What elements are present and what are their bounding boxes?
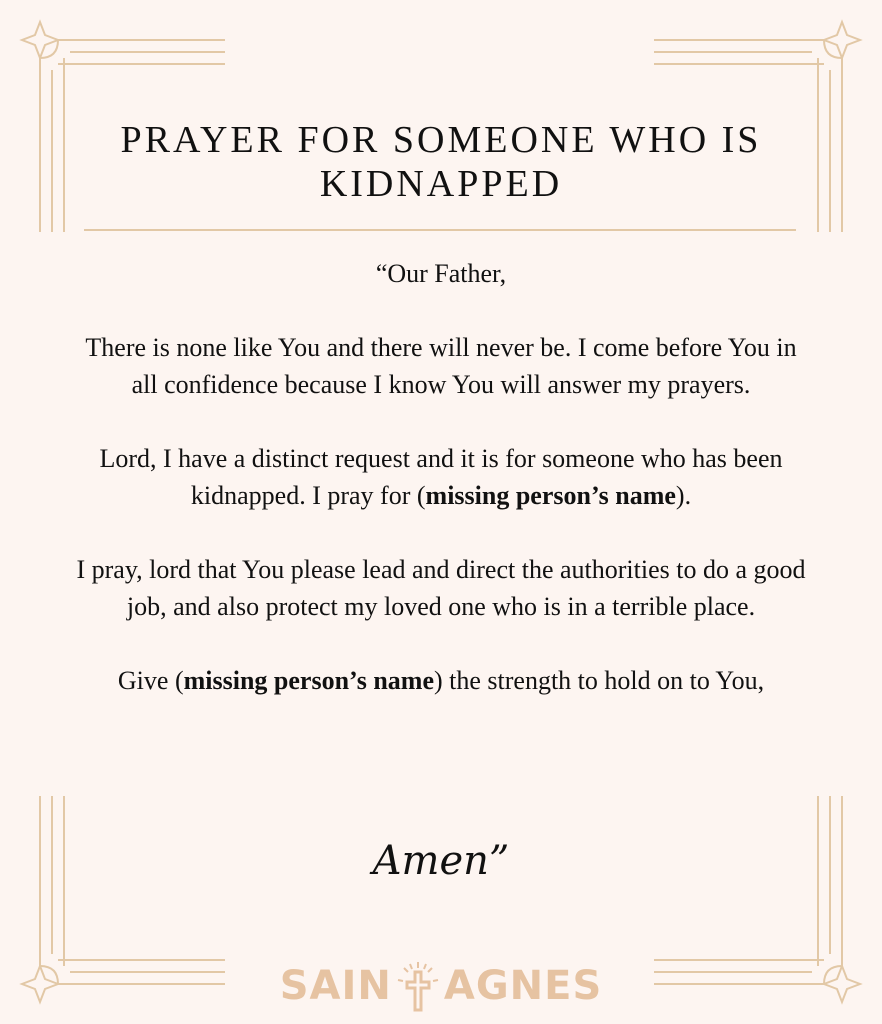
title-divider xyxy=(84,229,796,231)
corner-star-icon xyxy=(824,22,860,58)
placeholder-name: missing person’s name xyxy=(183,666,434,695)
logo-text-left: SAIN xyxy=(279,963,392,1009)
prayer-body xyxy=(70,255,812,736)
prayer-opening: “Our Father, xyxy=(375,259,507,288)
prayer-paragraph: Give (missing person’s name) the strength to hold on to You, xyxy=(117,666,765,695)
prayer-closing: Amen” xyxy=(372,838,510,884)
prayer-paragraph: There is none like You and there will never be. I come before You in all confidence because I know You will answer my prayers. xyxy=(85,333,797,399)
logo-text-right: AGNES xyxy=(443,963,603,1009)
corner-star-icon xyxy=(22,22,58,58)
prayer-paragraph: I pray, lord that You please lead and direct the authorities to do a good job, and also protect my loved one who is in a terrible place. xyxy=(76,555,806,621)
logo xyxy=(0,958,882,1014)
cross-icon xyxy=(390,958,446,1014)
prayer-paragraph: Lord, I have a distinct request and it is for someone who has been kidnapped. I pray for (missing person’s name). xyxy=(99,444,783,510)
placeholder-name: missing person’s name xyxy=(425,481,676,510)
page-title: PRAYER FOR SOMEONE WHO IS KIDNAPPED xyxy=(120,119,762,205)
